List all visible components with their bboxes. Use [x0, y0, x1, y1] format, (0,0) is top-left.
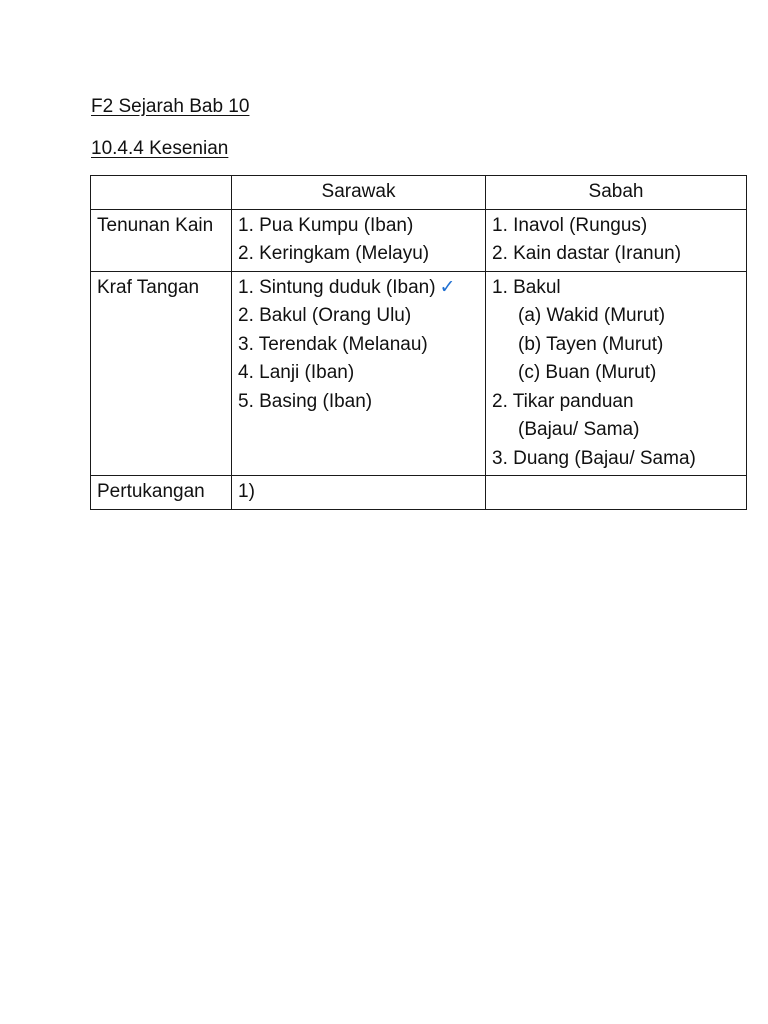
- table-header-row: [91, 176, 747, 210]
- list-item: 1. Bakul: [492, 276, 561, 298]
- header-cell-empty: [91, 176, 232, 210]
- table-row-kraf-tangan: [91, 271, 747, 476]
- header-cell-sabah: Sabah: [486, 176, 747, 210]
- sarawak-cell: [232, 476, 486, 510]
- sarawak-cell: [232, 271, 486, 476]
- list-item-text: 1. Sintung duduk (Iban): [238, 276, 436, 298]
- header-cell-sarawak: Sarawak: [232, 176, 486, 210]
- row-label: Pertukangan: [91, 476, 232, 510]
- list-item-continuation: (Bajau/ Sama): [518, 419, 640, 440]
- list-item: 4. Lanji (Iban): [238, 362, 355, 383]
- document-title: F2 Sejarah Bab 10: [91, 96, 250, 117]
- sabah-cell-empty: [486, 476, 747, 510]
- table-row-tenunan-kain: [91, 209, 747, 271]
- section-heading: 10.4.4 Kesenian: [91, 138, 229, 159]
- list-subitem: (c) Buan (Murut): [518, 362, 657, 383]
- list-item: [238, 274, 479, 303]
- row-label: Tenunan Kain: [91, 209, 232, 271]
- sabah-cell: [486, 271, 747, 476]
- list-item: 1): [238, 481, 255, 502]
- row-label: Kraf Tangan: [91, 271, 232, 476]
- list-item: 3. Duang (Bajau/ Sama): [492, 447, 696, 469]
- list-subitem: (b) Tayen (Murut): [518, 333, 664, 355]
- list-item: 2. Keringkam (Melayu): [238, 243, 430, 264]
- list-item: 5. Basing (Iban): [238, 390, 373, 412]
- kesenian-table: [90, 175, 747, 510]
- list-item: 1. Inavol (Rungus): [492, 214, 648, 236]
- list-item: 1. Pua Kumpu (Iban): [238, 214, 414, 236]
- list-item: 2. Kain dastar (Iranun): [492, 243, 682, 264]
- sabah-cell: [486, 209, 747, 271]
- list-subitem: (a) Wakid (Murut): [518, 305, 666, 326]
- list-item: 3. Terendak (Melanau): [238, 333, 428, 355]
- table-row-pertukangan: [91, 476, 747, 510]
- list-item: 2. Tikar panduan: [492, 390, 634, 412]
- list-item: 2. Bakul (Orang Ulu): [238, 305, 412, 326]
- sarawak-cell: [232, 209, 486, 271]
- check-mark-icon: ✓: [439, 276, 456, 298]
